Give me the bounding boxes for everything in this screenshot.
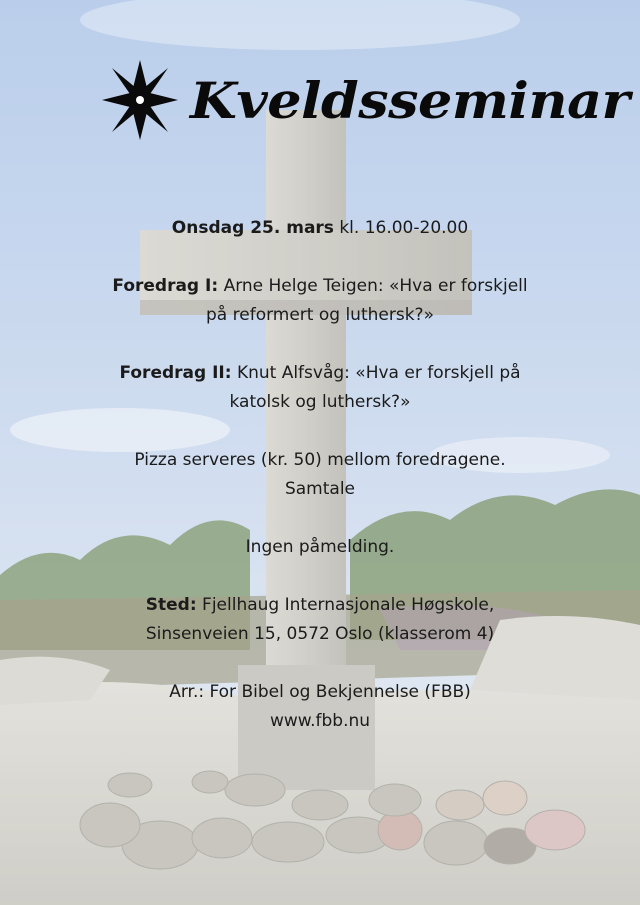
talk1-line-cont: på reformert og luthersk?» bbox=[206, 305, 434, 325]
venue-name: Fjellhaug Internasjonale Høgskole, bbox=[202, 595, 495, 615]
talk1-line bbox=[60, 272, 580, 301]
time-text: kl. 16.00-20.00 bbox=[339, 218, 469, 238]
organizer-line: Arr.: For Bibel og Bekjennelse (FBB) bbox=[169, 682, 471, 702]
venue-address: Sinsenveien 15, 0572 Oslo (klasserom 4) bbox=[145, 624, 495, 644]
website-link[interactable]: www.fbb.nu bbox=[269, 711, 371, 731]
talk1-text: Arne Helge Teigen: «Hva er forskjell bbox=[223, 276, 528, 296]
conversation-line: Samtale bbox=[284, 479, 356, 499]
page-title: Kveldsseminar bbox=[190, 71, 630, 130]
date-label: Onsdag 25. mars bbox=[171, 218, 334, 238]
talk2-line-cont: katolsk og luthersk?» bbox=[229, 392, 411, 412]
compass-star-icon bbox=[100, 58, 180, 142]
talk2-label: Foredrag II: bbox=[119, 363, 232, 383]
header bbox=[100, 58, 630, 148]
pizza-line: Pizza serveres (kr. 50) mellom foredragene. bbox=[134, 450, 506, 470]
registration-line: Ingen påmelding. bbox=[245, 537, 395, 557]
venue-line bbox=[60, 591, 580, 620]
talk1-label: Foredrag I: bbox=[112, 276, 219, 296]
date-line bbox=[60, 214, 580, 243]
venue-label: Sted: bbox=[145, 595, 197, 615]
event-details bbox=[60, 214, 580, 736]
talk2-line bbox=[60, 359, 580, 388]
talk2-text: Knut Alfsvåg: «Hva er forskjell på bbox=[236, 363, 521, 383]
